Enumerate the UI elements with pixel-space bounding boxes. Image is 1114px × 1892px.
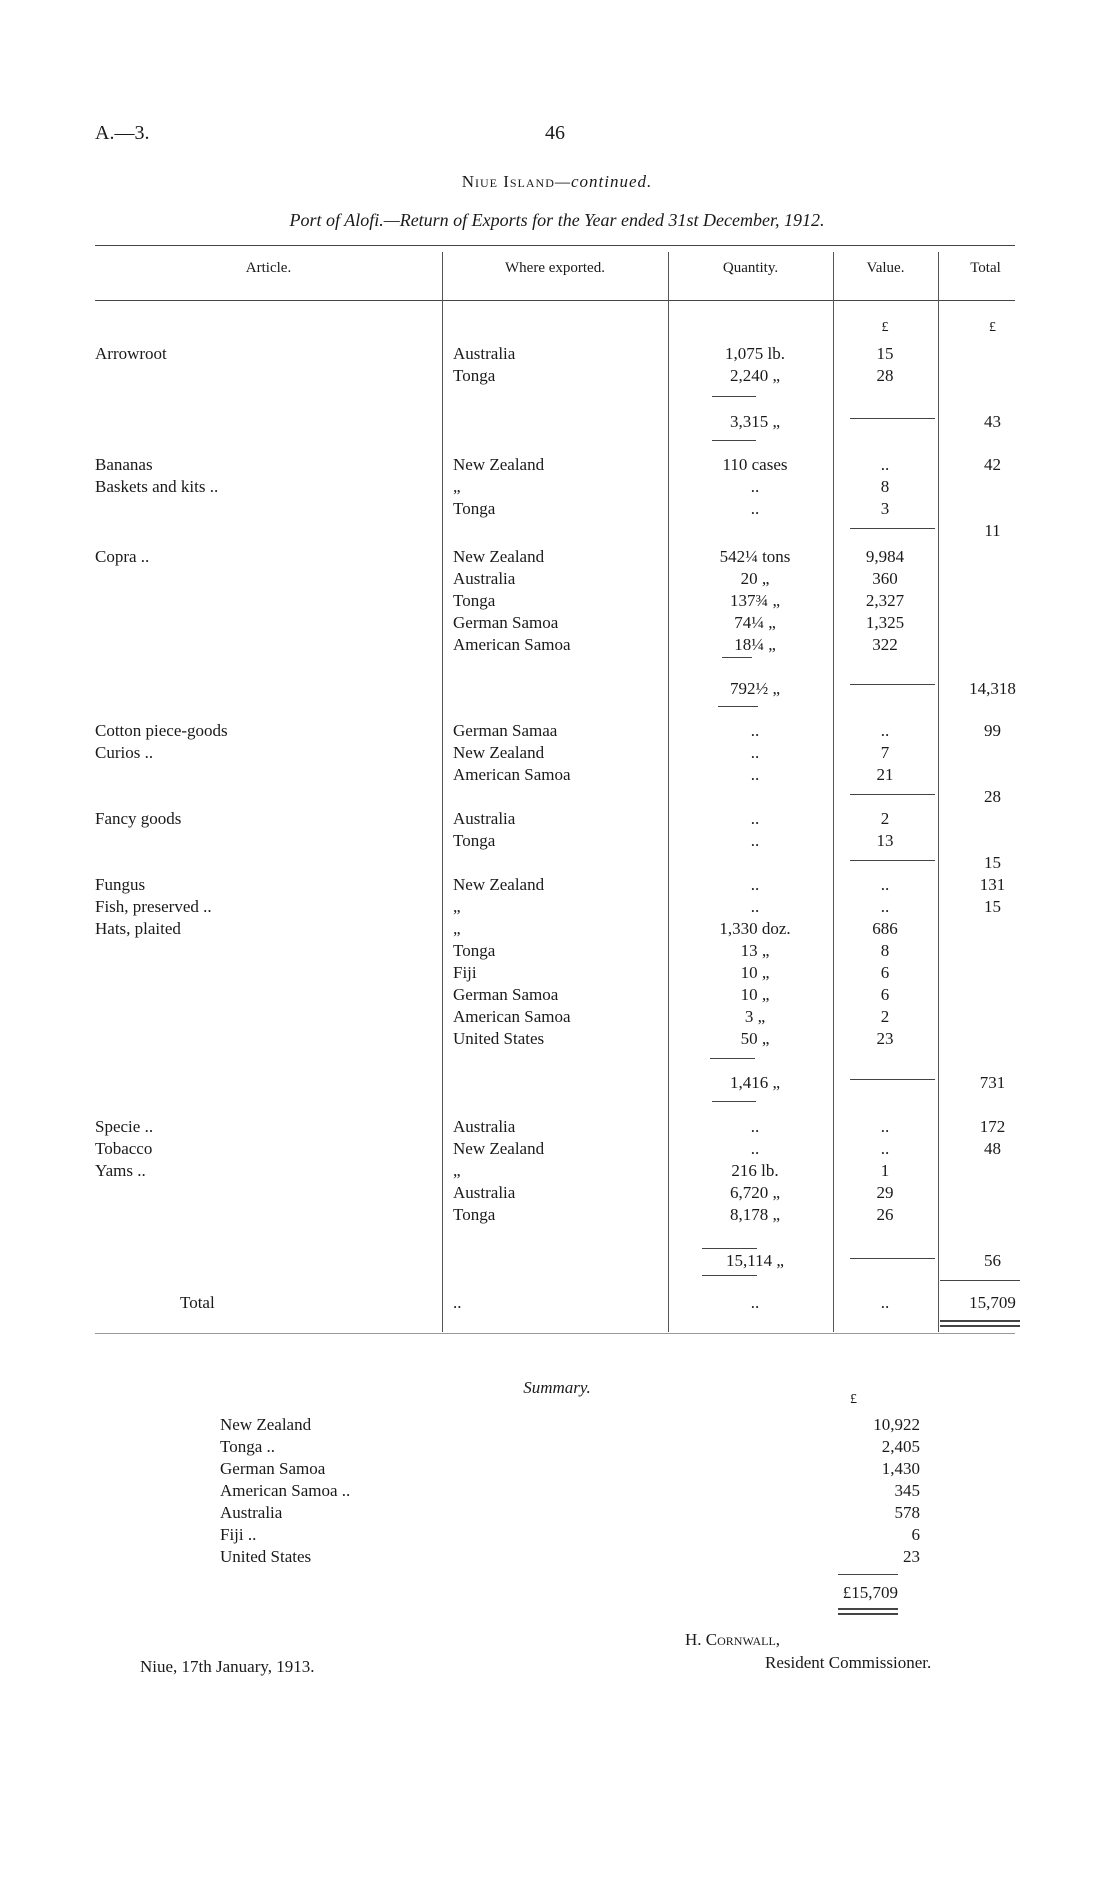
value-cell: 23 <box>876 1029 894 1048</box>
value-cell: 28 <box>876 366 894 385</box>
header-total: Total <box>970 260 1001 276</box>
subtotal-rule <box>850 418 935 419</box>
quantity-cell: .. <box>750 809 760 828</box>
article-cell: Specie .. <box>95 1117 154 1136</box>
page-reference: A.—3. <box>95 122 150 144</box>
table-row <box>0 612 1114 634</box>
value-cell: .. <box>880 721 890 740</box>
subtotal-rule <box>718 706 758 707</box>
total-cell: 15 <box>984 853 1001 872</box>
value-cell: .. <box>880 875 890 894</box>
subtotal-rule <box>702 1248 757 1249</box>
table-row <box>0 896 1114 918</box>
summary-label: German Samoa <box>220 1459 326 1478</box>
quantity-cell: .. <box>750 499 760 518</box>
table-row <box>0 454 1114 476</box>
value-cell: 3 <box>880 499 890 518</box>
table-row <box>0 830 1114 852</box>
value-cell: 360 <box>872 569 898 588</box>
destination-cell: .. <box>453 1293 462 1312</box>
quantity-cell: .. <box>750 897 760 916</box>
table-row <box>0 1028 1114 1050</box>
destination-cell: New Zealand <box>453 547 545 566</box>
island-name: Niue Island <box>461 172 555 191</box>
destination-cell: Fiji <box>453 963 477 982</box>
destination-cell: German Samaa <box>453 721 558 740</box>
table-row <box>0 1072 1114 1094</box>
quantity-cell: 792½ „ <box>729 679 781 698</box>
table-row <box>0 1006 1114 1028</box>
total-cell: 43 <box>984 412 1001 431</box>
summary-value: 578 <box>894 1503 920 1522</box>
quantity-cell: 15,114 „ <box>726 1251 784 1270</box>
header-value: Value. <box>866 260 905 276</box>
total-cell: 731 <box>979 1073 1006 1092</box>
table-row <box>0 742 1114 764</box>
table-row <box>0 1138 1114 1160</box>
quantity-cell: 137¾ „ <box>729 591 781 610</box>
value-cell: 29 <box>876 1183 894 1202</box>
quantity-cell: 10 „ <box>740 985 770 1004</box>
header-article: Article. <box>245 260 292 276</box>
table-row <box>0 764 1114 786</box>
destination-cell: American Samoa <box>453 765 571 784</box>
summary-value: 6 <box>911 1525 920 1544</box>
table-row <box>0 1160 1114 1182</box>
total-cell: 28 <box>984 787 1001 806</box>
section-title <box>0 172 1114 192</box>
destination-cell: Australia <box>453 1117 516 1136</box>
article-cell: Copra .. <box>95 547 150 566</box>
subtotal-rule <box>850 860 935 861</box>
value-cell: 322 <box>872 635 898 654</box>
table-row <box>0 520 1114 542</box>
table-top-rule <box>95 245 1015 246</box>
quantity-cell: 1,330 doz. <box>719 919 791 938</box>
table-row <box>0 1182 1114 1204</box>
destination-cell: New Zealand <box>453 875 545 894</box>
destination-cell: German Samoa <box>453 613 559 632</box>
summary-row <box>220 1458 920 1480</box>
value-cell: .. <box>880 1117 890 1136</box>
value-cell: 2,327 <box>865 591 905 610</box>
total-rule <box>940 1280 1020 1281</box>
value-cell: 8 <box>880 941 890 960</box>
summary-value: 2,405 <box>881 1437 920 1456</box>
subtotal-rule <box>710 1058 755 1059</box>
value-cell: 1,325 <box>865 613 905 632</box>
table-row <box>0 546 1114 568</box>
table-row <box>0 498 1114 520</box>
article-cell: Hats, plaited <box>95 919 181 938</box>
quantity-cell: 1,416 „ <box>729 1073 781 1092</box>
total-cell: 14,318 <box>969 679 1016 698</box>
header-bottom-rule <box>95 300 1015 301</box>
quantity-cell: 3,315 „ <box>729 412 781 431</box>
header-where-exported: Where exported. <box>505 260 605 276</box>
value-cell: 6 <box>880 963 890 982</box>
quantity-cell: .. <box>750 1139 760 1158</box>
article-cell: Tobacco <box>95 1139 153 1158</box>
table-row <box>0 962 1114 984</box>
header-quantity: Quantity. <box>722 260 779 276</box>
value-cell: 9,984 <box>865 547 905 566</box>
summary-label: American Samoa .. <box>220 1481 351 1500</box>
destination-cell: New Zealand <box>453 743 545 762</box>
table-row <box>0 1292 1114 1314</box>
summary-row <box>220 1480 920 1502</box>
summary-row <box>220 1546 920 1568</box>
value-cell: 2 <box>880 809 890 828</box>
destination-cell: Australia <box>453 569 516 588</box>
article-cell: Fungus <box>95 875 146 894</box>
destination-cell: „ <box>453 1161 461 1180</box>
value-cell: .. <box>880 1293 890 1312</box>
table-row <box>0 918 1114 940</box>
table-subtitle: Port of Alofi.—Return of Exports for the Year ended 31st December, 1912. <box>289 210 825 230</box>
quantity-cell: 74¼ „ <box>734 613 776 632</box>
quantity-cell: .. <box>750 831 760 850</box>
table-row <box>0 1250 1114 1272</box>
summary-total: £15,709 <box>842 1583 898 1602</box>
subtotal-rule <box>702 1275 757 1276</box>
summary-row <box>220 1502 920 1524</box>
value-cell: 6 <box>880 985 890 1004</box>
table-row <box>0 940 1114 962</box>
total-cell: 15,709 <box>969 1293 1016 1312</box>
quantity-cell: 13 „ <box>740 941 770 960</box>
destination-cell: „ <box>453 477 461 496</box>
quantity-cell: .. <box>750 721 760 740</box>
destination-cell: „ <box>453 919 461 938</box>
destination-cell: Tonga <box>453 1205 496 1224</box>
destination-cell: Australia <box>453 809 516 828</box>
table-row <box>0 720 1114 742</box>
subtotal-rule <box>850 794 935 795</box>
destination-cell: Australia <box>453 344 516 363</box>
value-cell: .. <box>880 455 890 474</box>
table-row <box>0 365 1114 387</box>
quantity-cell: .. <box>750 477 760 496</box>
destination-cell: Tonga <box>453 831 496 850</box>
quantity-cell: 8,178 „ <box>729 1205 781 1224</box>
article-cell: Arrowroot <box>95 344 167 363</box>
total-cell: 42 <box>984 455 1001 474</box>
footer-date: Niue, 17th January, 1913. <box>140 1657 315 1676</box>
summary-double-rule <box>838 1608 898 1610</box>
summary-title: Summary. <box>523 1378 591 1397</box>
total-cell: 56 <box>984 1251 1001 1270</box>
quantity-cell: .. <box>750 765 760 784</box>
value-cell: 13 <box>876 831 894 850</box>
signatory-name-text: H. Cornwall, <box>685 1630 781 1649</box>
value-cell: 8 <box>880 477 890 496</box>
signatory-name <box>685 1630 780 1650</box>
table-row <box>0 678 1114 700</box>
quantity-cell: 1,075 lb. <box>725 344 785 363</box>
quantity-cell: 6,720 „ <box>729 1183 781 1202</box>
value-cell: 7 <box>880 743 890 762</box>
total-cell: 131 <box>979 875 1006 894</box>
quantity-cell: .. <box>750 875 760 894</box>
article-cell: Yams .. <box>95 1161 146 1180</box>
destination-cell: United States <box>453 1029 545 1048</box>
article-cell: Cotton piece-goods <box>95 721 228 740</box>
total-cell: 11 <box>984 521 1001 540</box>
summary-row <box>220 1414 920 1436</box>
value-cell: 26 <box>876 1205 894 1224</box>
total-cell: 172 <box>979 1117 1006 1136</box>
quantity-cell: .. <box>750 1117 760 1136</box>
value-cell: 1 <box>880 1161 890 1180</box>
article-cell: Fancy goods <box>95 809 182 828</box>
summary-row <box>220 1524 920 1546</box>
summary-label: Tonga .. <box>220 1437 275 1456</box>
destination-cell: American Samoa <box>453 635 571 654</box>
destination-cell: Australia <box>453 1183 516 1202</box>
value-cell: 686 <box>872 919 898 938</box>
destination-cell: Tonga <box>453 499 496 518</box>
subtotal-rule <box>712 1101 756 1102</box>
value-cell: .. <box>880 1139 890 1158</box>
signatory-title: Resident Commissioner. <box>765 1653 932 1672</box>
quantity-cell: 20 „ <box>740 569 770 588</box>
destination-cell: Tonga <box>453 941 496 960</box>
page-number: 46 <box>545 122 565 144</box>
subtotal-rule <box>850 1258 935 1259</box>
summary-label: United States <box>220 1547 312 1566</box>
quantity-cell: .. <box>750 743 760 762</box>
table-bottom-rule <box>95 1333 1015 1334</box>
quantity-cell: .. <box>750 1293 760 1312</box>
table-row <box>0 590 1114 612</box>
table-row <box>0 786 1114 808</box>
value-cell: 15 <box>876 344 894 363</box>
value-cell: .. <box>880 897 890 916</box>
value-cell: 2 <box>880 1007 890 1026</box>
quantity-cell: 3 „ <box>744 1007 766 1026</box>
summary-row <box>220 1436 920 1458</box>
subtotal-rule <box>850 528 935 529</box>
summary-value: 10,922 <box>873 1415 920 1434</box>
subtotal-rule <box>850 684 935 685</box>
summary-total-rule <box>838 1574 898 1575</box>
continued-label: —continued. <box>554 172 653 191</box>
table-row <box>0 1204 1114 1226</box>
quantity-cell: 216 lb. <box>731 1161 779 1180</box>
article-cell: Fish, preserved .. <box>95 897 212 916</box>
table-row <box>0 476 1114 498</box>
value-cell: 21 <box>876 765 894 784</box>
summary-value: 345 <box>894 1481 920 1500</box>
quantity-cell: 2,240 „ <box>729 366 781 385</box>
table-row <box>0 634 1114 656</box>
article-cell: Curios .. <box>95 743 154 762</box>
destination-cell: American Samoa <box>453 1007 571 1026</box>
table-row <box>0 1116 1114 1138</box>
subtotal-rule <box>712 396 756 397</box>
quantity-cell: 542¼ tons <box>719 547 791 566</box>
summary-label: Fiji .. <box>220 1525 257 1544</box>
summary-value: 23 <box>903 1547 920 1566</box>
subtotal-rule <box>712 440 756 441</box>
table-row <box>0 343 1114 365</box>
summary-double-rule <box>838 1613 898 1615</box>
quantity-cell: 110 cases <box>722 455 788 474</box>
article-cell: Baskets and kits .. <box>95 477 219 496</box>
summary-currency-mark: £ <box>850 1392 857 1407</box>
destination-cell: German Samoa <box>453 985 559 1004</box>
table-row <box>0 411 1114 433</box>
summary-value: 1,430 <box>881 1459 920 1478</box>
total-double-rule <box>940 1320 1020 1322</box>
table-row <box>0 808 1114 830</box>
table-row <box>0 852 1114 874</box>
destination-cell: New Zealand <box>453 455 545 474</box>
value-currency-mark: £ <box>881 320 889 335</box>
subtotal-rule <box>850 1079 935 1080</box>
table-row <box>0 874 1114 896</box>
total-double-rule <box>940 1325 1020 1327</box>
article-cell: Bananas <box>95 455 153 474</box>
destination-cell: Tonga <box>453 366 496 385</box>
table-row <box>0 984 1114 1006</box>
subtotal-rule <box>722 657 752 658</box>
summary-label: Australia <box>220 1503 283 1522</box>
total-cell: 15 <box>984 897 1001 916</box>
destination-cell: New Zealand <box>453 1139 545 1158</box>
quantity-cell: 18¼ „ <box>734 635 776 654</box>
total-cell: 99 <box>984 721 1001 740</box>
quantity-cell: 10 „ <box>740 963 770 982</box>
total-cell: 48 <box>984 1139 1001 1158</box>
destination-cell: Tonga <box>453 591 496 610</box>
quantity-cell: 50 „ <box>740 1029 770 1048</box>
article-cell: Total <box>180 1293 215 1312</box>
summary-label: New Zealand <box>220 1415 312 1434</box>
destination-cell: „ <box>453 897 461 916</box>
table-row <box>0 568 1114 590</box>
total-currency-mark: £ <box>989 320 996 335</box>
